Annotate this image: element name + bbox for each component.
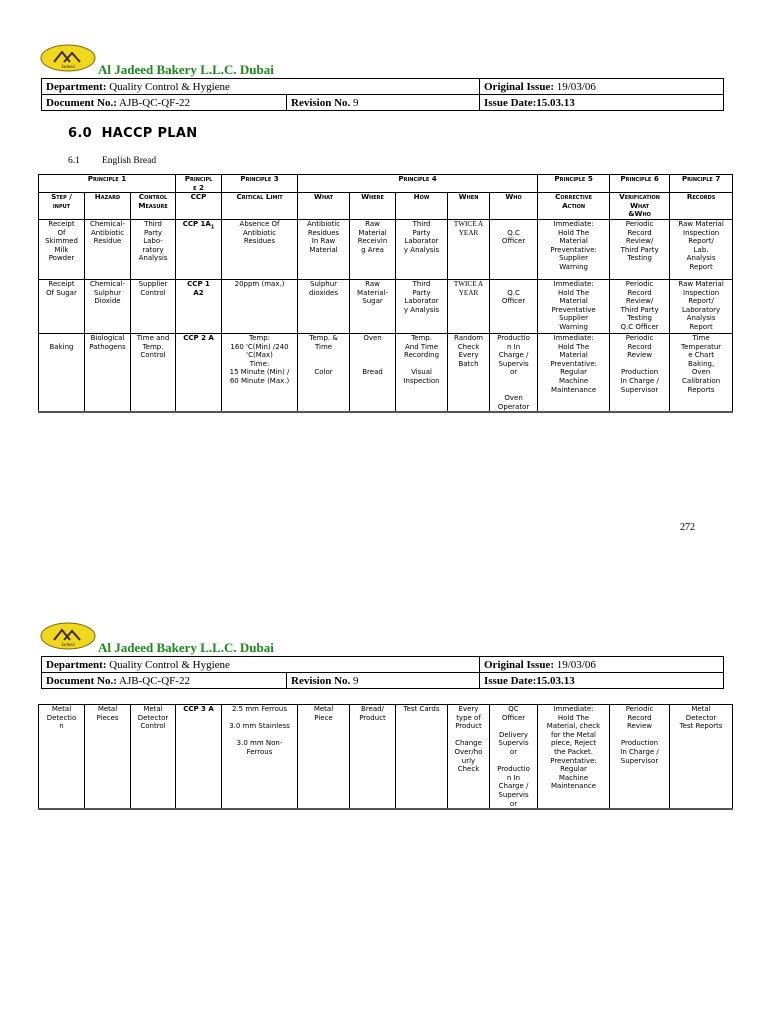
cell-control: Metal Detector Control [131,705,176,810]
cell-control: Supplier Control [131,279,176,333]
col-what: What [298,193,350,220]
col-control: Control Measure [131,193,176,220]
cell-records: Metal Detector Test Reports [670,705,733,810]
ccp-sub: A2 [193,288,204,297]
cell-ccp: CCP 3 A [176,705,222,810]
cell-when: Random Check Every Batch [448,333,490,412]
document-no-label: Document No.: [46,674,117,687]
original-issue-label: Original Issue: [484,658,554,671]
cell-when: Every type of Product Change Over/ho urly Check [448,705,490,810]
cell-step: Receipt Of Skimmed Milk Powder [39,219,85,279]
company-name: Al Jadeed Bakery L.L.C. Dubai [98,62,274,77]
cell-verification: Periodic Record Review Production In Charge / Supervisor [610,333,670,412]
cell-when: TWICE A YEAR [448,279,490,333]
issue-date-label: Issue Date: [484,674,537,687]
page-number: 272 [680,522,695,533]
cell-where: Bread/ Product [350,705,396,810]
issue-date-label: Issue Date: [484,96,537,109]
ccp-sub: 1 [210,224,215,231]
table-row [39,279,733,333]
cell-who: Q.C Officer [490,279,538,333]
col-when: When [448,193,490,220]
cell-critical: 20ppm (max.) [222,279,298,333]
cell-verification: Periodic Record Review Production In Charge / Supervisor [610,705,670,810]
cell-hazard: Chemical- Sulphur Dioxide [85,279,131,333]
department-value: Quality Control & Hygiene [109,658,230,671]
col-critical: Critical Limit [222,193,298,220]
haccp-plan-table [38,174,733,413]
document-no-value: AJB-QC-QF-22 [119,674,190,687]
cell-hazard: Chemical- Antibiotic Residue [85,219,131,279]
cell-control: Third Party Labo- ratory Analysis [131,219,176,279]
revision-value: 9 [353,96,359,109]
cell-how: Third Party Laborator y Analysis [396,219,448,279]
col-verification: Verification What &Who [610,193,670,220]
cell-ccp [176,219,222,279]
cell-when: TWICE A YEAR [448,219,490,279]
cell-hazard: Biological Pathogens [85,333,131,412]
cell-records: Time Temperatur e Chart Baking, Oven Calibration Reports [670,333,733,412]
col-how: How [396,193,448,220]
col-step: Step / input [39,193,85,220]
cell-what: Metal Piece [298,705,350,810]
document-no-label: Document No.: [46,96,117,109]
cell-step: Metal Detectio n [39,705,85,810]
table-row [39,219,733,279]
col-where: Where [350,193,396,220]
col-who: Who [490,193,538,220]
cell-how: Test Cards [396,705,448,810]
cell-who: Productio n In Charge / Supervis or Oven Operator [490,333,538,412]
original-issue-value: 19/03/06 [556,658,596,671]
col-records: Records [670,193,733,220]
logo-text: Jadeed [61,643,75,648]
subsection-title: English Bread [102,156,157,166]
cell-hazard: Metal Pieces [85,705,131,810]
cell-who: Q.C Officer [490,219,538,279]
original-issue-label: Original Issue: [484,80,554,93]
cell-step: Receipt Of Sugar [39,279,85,333]
col-corrective: Corrective Action [538,193,610,220]
cell-how: Temp. And Time Recording Visual Inspection [396,333,448,412]
department-value: Quality Control & Hygiene [109,80,230,93]
cell-what: Antibiotic Residues In Raw Material [298,219,350,279]
cell-what: Temp. & Time Color [298,333,350,412]
cell-where: Oven Bread [350,333,396,412]
bakery-logo-icon [40,622,96,650]
principle-2-header: Principl e 2 [176,175,222,193]
col-ccp: CCP [176,193,222,220]
ccp-label: CCP 1A [182,219,211,228]
haccp-plan-table-continued [38,704,733,810]
cell-critical: Temp: 160 'C(Min) /240 'C(Max) Time: 15 Minute (Min) / 60 Minute (Max.) [222,333,298,412]
document-no-value: AJB-QC-QF-22 [119,96,190,109]
cell-corrective: Immediate: Hold The Material, check for the Metal piece, Reject the Packet. Preventative: Regular Machine Maintenance [538,705,610,810]
cell-critical: Absence Of Antibiotic Residues [222,219,298,279]
cell-who: QC Officer Delivery Supervis or Productio n In Charge / Supervis or [490,705,538,810]
cell-control: Time and Temp. Control [131,333,176,412]
revision-value: 9 [353,674,359,687]
section-title: 6.0 HACCP PLAN [68,126,198,141]
cell-verification: Periodic Record Review/ Third Party Testing Q.C Officer [610,279,670,333]
cell-critical: 2.5 mm Ferrous 3.0 mm Stainless 3.0 mm Non- Ferrous [222,705,298,810]
department-label: Department: [46,658,107,671]
cell-where: Raw Material Receivin g Area [350,219,396,279]
revision-label: Revision No. [291,96,351,109]
principle-4-header: Principle 4 [298,175,538,193]
company-name: Al Jadeed Bakery L.L.C. Dubai [98,640,274,655]
bakery-logo-icon [40,44,96,72]
issue-date-value: 15.03.13 [536,674,575,687]
issue-date-value: 15.03.13 [536,96,575,109]
principle-7-header: Principle 7 [670,175,733,193]
ccp-label: CCP 1 [187,279,210,288]
cell-verification: Periodic Record Review/ Third Party Testing [610,219,670,279]
principle-1-header: Principle 1 [39,175,176,193]
cell-corrective: Immediate: Hold The Material Preventative Supplier Warning [538,279,610,333]
original-issue-value: 19/03/06 [556,80,596,93]
cell-how: Third Party Laborator y Analysis [396,279,448,333]
principle-header-row [39,175,733,193]
cell-what: Sulphur dioxides [298,279,350,333]
revision-label: Revision No. [291,674,351,687]
cell-corrective: Immediate: Hold The Material Preventative: Regular Machine Maintenance [538,333,610,412]
principle-6-header: Principle 6 [610,175,670,193]
cell-where: Raw Material- Sugar [350,279,396,333]
logo-text: Jadeed [61,65,75,70]
department-label: Department: [46,80,107,93]
cell-corrective: Immediate: Hold The Material Preventative: Supplier Warning [538,219,610,279]
cell-step: Baking [39,333,85,412]
cell-ccp: CCP 2 A [176,333,222,412]
document-header-table [41,656,724,689]
principle-3-header: Principle 3 [222,175,298,193]
cell-records: Raw Material Inspection Report/ Laboratory Analysis Report [670,279,733,333]
column-header-row [39,193,733,220]
table-row [39,333,733,412]
col-hazard: Hazard [85,193,131,220]
cell-ccp [176,279,222,333]
principle-5-header: Principle 5 [538,175,610,193]
table-row [39,705,733,810]
document-header-table [41,78,724,111]
cell-records: Raw Material Inspection Report/ Lab. Analysis Report [670,219,733,279]
subsection-number: 6.1 [68,156,80,166]
